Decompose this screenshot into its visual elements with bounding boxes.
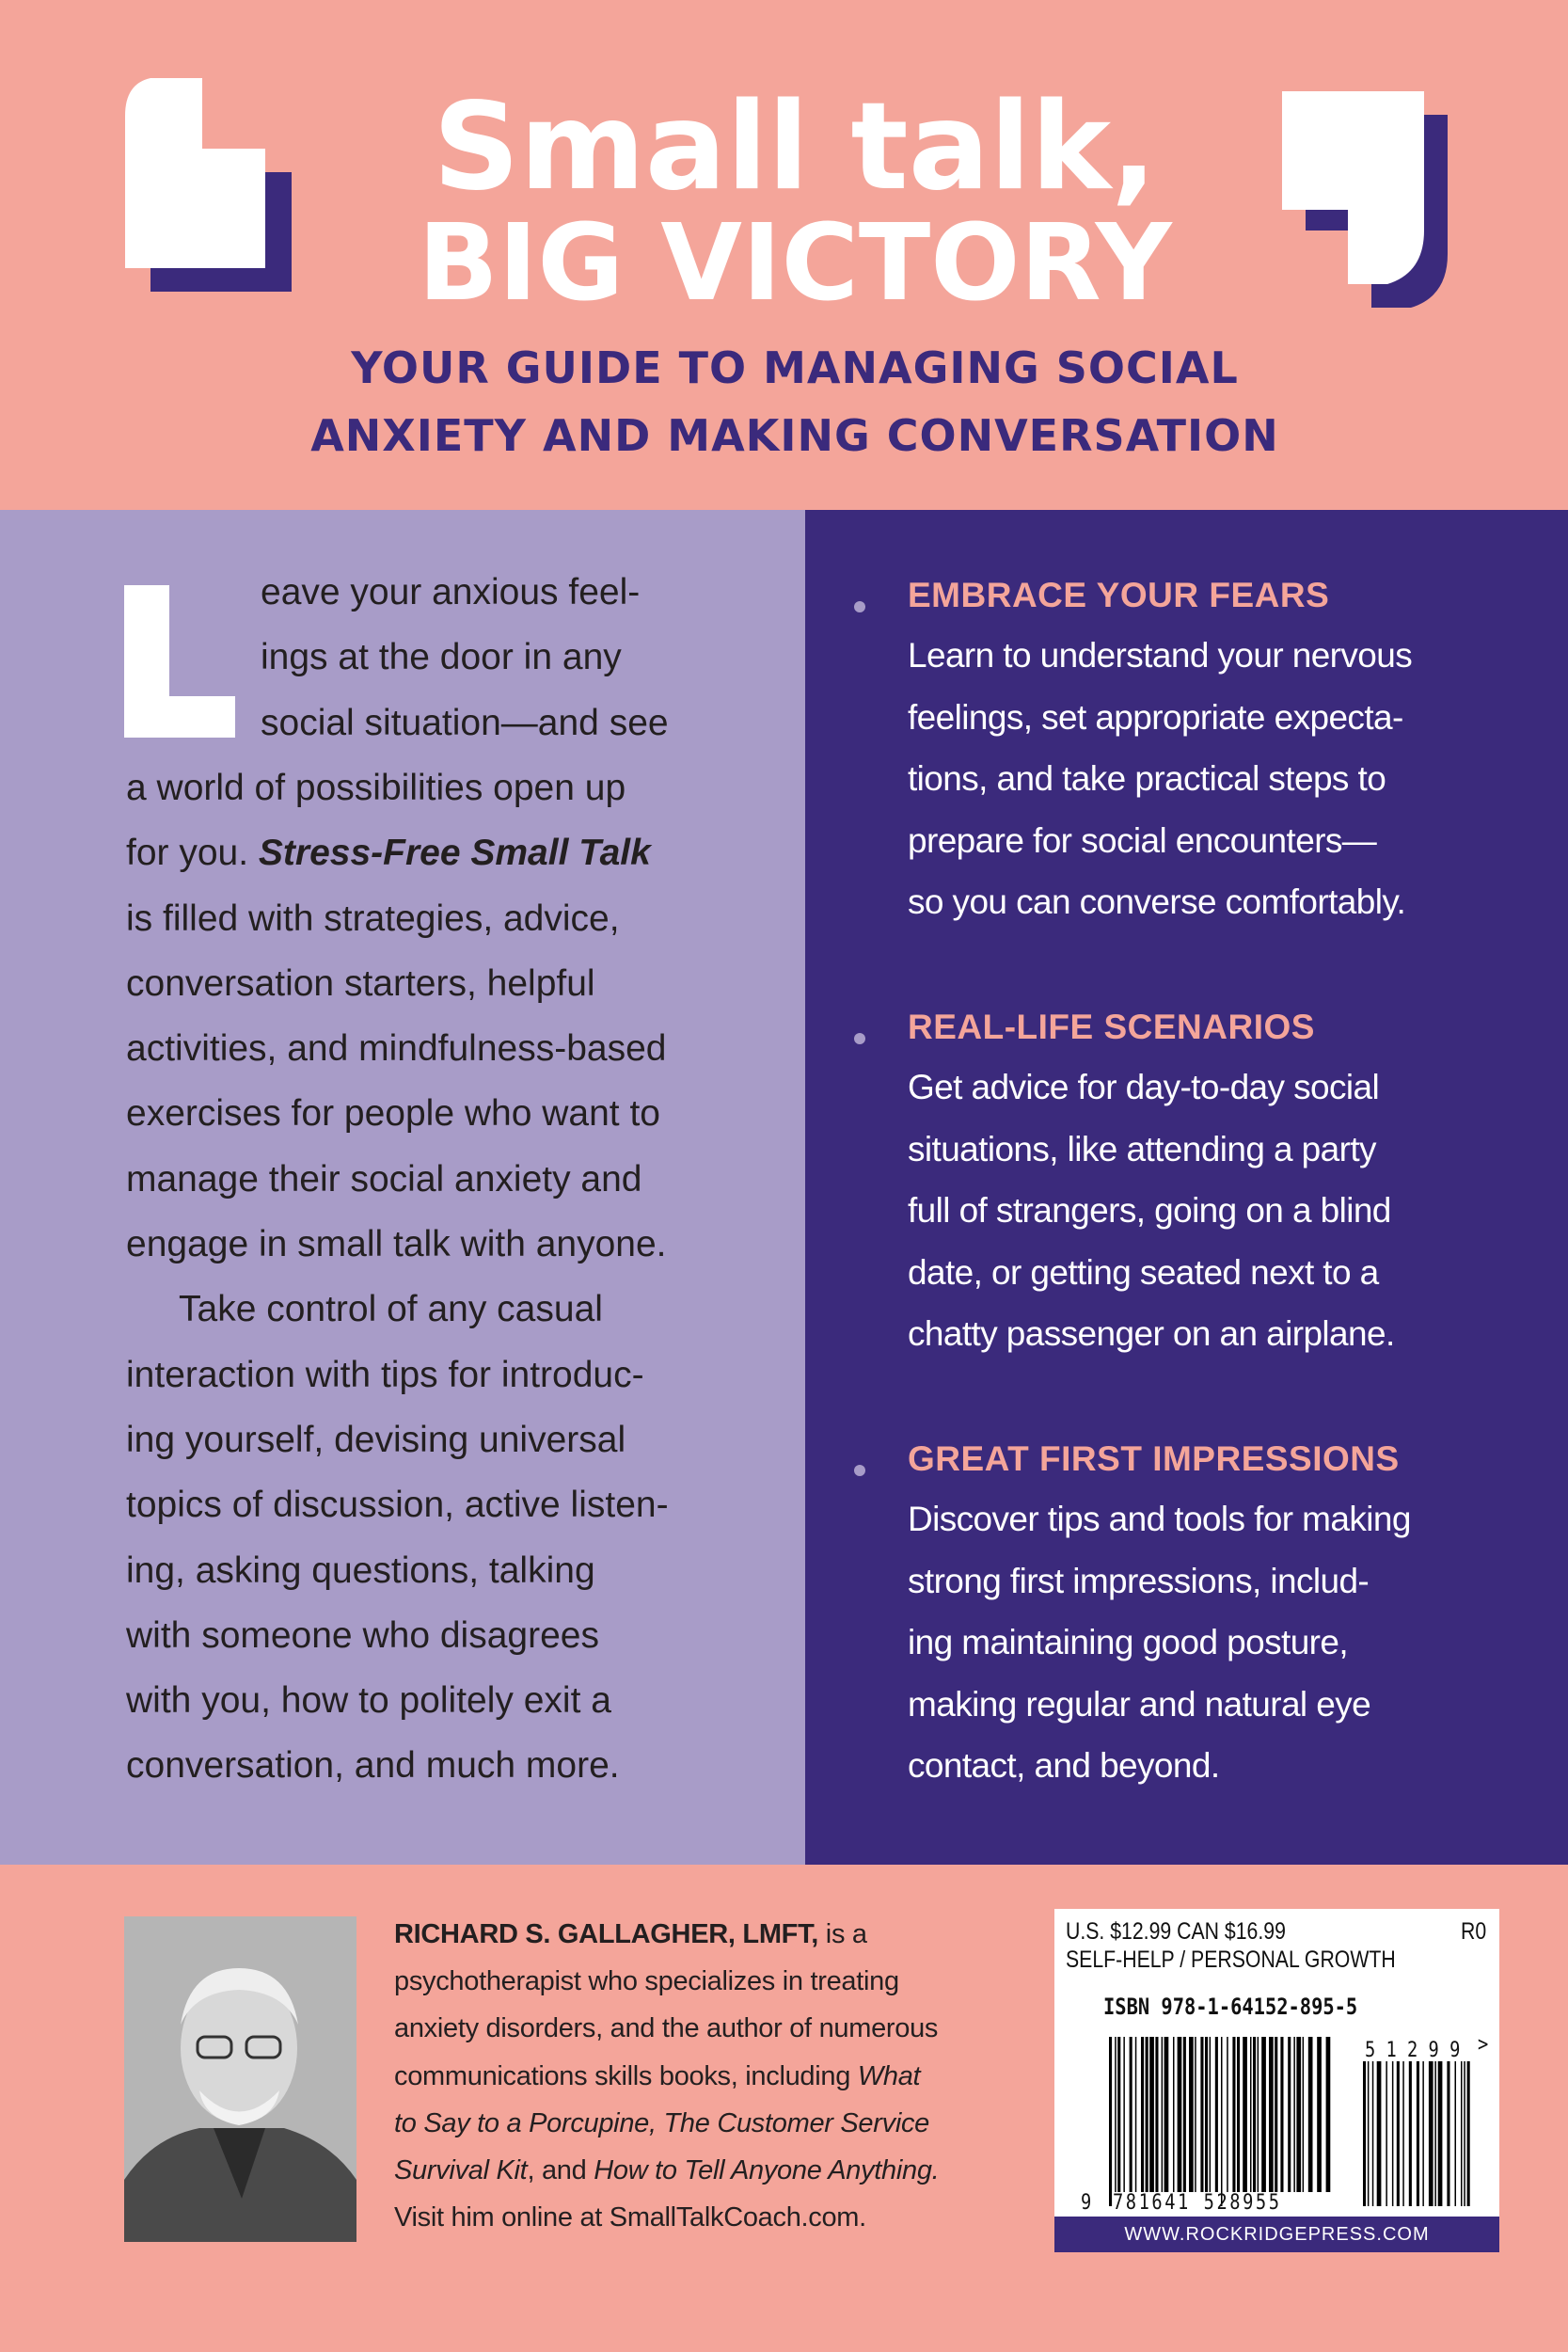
text-segment: conversation starters, helpful	[126, 962, 595, 1004]
text-segment: manage their social anxiety and	[126, 1158, 642, 1200]
barcode-bar	[1232, 2037, 1235, 2192]
text-line	[261, 572, 640, 613]
addon-bar	[1455, 2061, 1457, 2206]
text-segment: ing yourself, devising universal	[126, 1419, 626, 1460]
text-segment: social situation—and see	[261, 702, 669, 743]
barcode-bar	[1237, 2037, 1240, 2192]
addon-bar	[1422, 2061, 1424, 2206]
barcode-bar	[1303, 2037, 1305, 2192]
feature-text-line: ing maintaining good posture,	[908, 1623, 1349, 1661]
barcode-bar	[1293, 2037, 1295, 2192]
barcode-bar	[1288, 2037, 1291, 2192]
addon-bar	[1386, 2061, 1387, 2206]
addon-bar	[1397, 2061, 1400, 2206]
text-line	[126, 1420, 626, 1461]
barcode-bar	[1162, 2037, 1164, 2192]
text-segment: Survival Kit	[394, 2155, 528, 2185]
text-segment: RICHARD S. GALLAGHER, LMFT,	[394, 1919, 819, 1949]
barcode-bar	[1173, 2037, 1175, 2192]
text-segment: is a	[818, 1919, 867, 1949]
text-segment: What	[857, 2060, 921, 2091]
feature-heading: REAL-LIFE SCENARIOS	[908, 1008, 1315, 1046]
text-segment: with someone who disagrees	[126, 1614, 599, 1656]
text-line	[126, 1615, 599, 1657]
text-line	[394, 2013, 938, 2044]
barcode-bar	[1135, 2037, 1137, 2192]
text-segment: with you, how to politely exit a	[126, 1680, 611, 1722]
addon-bar	[1368, 2061, 1370, 2206]
text-line	[126, 1680, 611, 1722]
feature-text-line: date, or getting seated next to a	[908, 1252, 1379, 1292]
feature-text-line: strong first impressions, includ-	[908, 1561, 1370, 1600]
addon-bar	[1464, 2061, 1465, 2206]
text-line	[394, 2061, 920, 2092]
bullet-icon	[854, 1465, 865, 1476]
text-segment: How to Tell Anyone Anything.	[594, 2155, 940, 2185]
author-photo	[124, 1916, 356, 2242]
text-segment: Stress-Free Small Talk	[258, 833, 651, 874]
text-segment: , and	[527, 2155, 594, 2185]
text-line	[126, 1485, 669, 1526]
feature-text-line: contact, and beyond.	[908, 1746, 1220, 1785]
addon-bar	[1434, 2061, 1436, 2206]
feature-text-line: Get advice for day-to-day social	[908, 1068, 1380, 1106]
barcode-bar	[1210, 2037, 1212, 2192]
text-segment: ings at the door in any	[261, 637, 622, 678]
addon-bar	[1392, 2061, 1394, 2206]
barcode-bar	[1227, 2037, 1228, 2192]
bullet-icon	[854, 1033, 865, 1044]
feature-text-line: so you can converse comfortably.	[908, 882, 1406, 921]
feature-heading: GREAT FIRST IMPRESSIONS	[908, 1439, 1400, 1478]
text-segment: engage in small talk with anyone.	[126, 1224, 667, 1264]
text-line	[126, 768, 626, 809]
addon-bar	[1461, 2061, 1463, 2206]
feature-text-line: making regular and natural eye	[908, 1684, 1371, 1724]
feature-text-line: situations, like attending a party	[908, 1129, 1376, 1168]
text-line	[394, 2155, 939, 2186]
feature-text-line: prepare for social encounters—	[908, 820, 1377, 860]
title-line-1: Small talk,	[433, 77, 1157, 217]
addon-bar	[1467, 2061, 1470, 2206]
text-segment: Visit him online at SmallTalkCoach.com.	[394, 2202, 866, 2233]
barcode-bar	[1296, 2037, 1301, 2192]
text-segment: ing, asking questions, talking	[126, 1549, 595, 1591]
feature-text-line: chatty passenger on an airplane.	[908, 1314, 1395, 1353]
barcode-bar	[1280, 2037, 1283, 2192]
text-segment: conversation, and much more.	[126, 1745, 620, 1787]
addon-bar	[1377, 2061, 1382, 2206]
text-segment: psychotherapist who specializes in treating	[394, 1966, 899, 1997]
text-line	[126, 1224, 667, 1265]
text-segment: a world of possibilities open up	[126, 767, 626, 808]
text-line	[261, 703, 669, 744]
barcode-bar	[1164, 2037, 1169, 2192]
bullet-icon	[854, 601, 865, 612]
text-line	[394, 1919, 867, 1950]
text-segment: topics of discussion, active listen-	[126, 1485, 669, 1526]
barcode-bar	[1149, 2037, 1154, 2192]
text-line	[126, 1028, 666, 1070]
subtitle-line-1: YOUR GUIDE TO MANAGING SOCIAL	[351, 342, 1239, 393]
barcode-bar	[1258, 2037, 1259, 2192]
barcode-bar	[1146, 2037, 1148, 2192]
barcode-bar	[1243, 2037, 1247, 2192]
barcode-bar	[1215, 2037, 1218, 2192]
text-line	[126, 898, 620, 940]
text-segment: to Say to a Porcupine, The Customer Service	[394, 2107, 929, 2138]
barcode-bar	[1317, 2037, 1322, 2192]
barcode-bar	[1275, 2037, 1277, 2192]
barcode-bar	[1261, 2037, 1266, 2192]
barcode-bar	[1183, 2037, 1186, 2192]
addon-digits: 5 1 2 9 9	[1365, 2039, 1461, 2062]
barcode-bars	[1054, 1909, 1499, 2219]
text-segment: exercises for people who want to	[126, 1093, 660, 1135]
subtitle-line-2: ANXIETY AND MAKING CONVERSATION	[310, 410, 1279, 461]
barcode-bar	[1109, 2037, 1112, 2206]
barcode-bar	[1130, 2037, 1132, 2192]
feature-text-line: full of strangers, going on a blind	[908, 1191, 1391, 1230]
barcode-bar	[1123, 2037, 1125, 2192]
publisher-url[interactable]: WWW.ROCKRIDGEPRESS.COM	[1054, 2217, 1499, 2252]
barcode-digit-lead: 9	[1081, 2191, 1092, 2215]
text-line	[126, 963, 595, 1005]
text-line	[394, 2202, 866, 2233]
barcode-bar	[1269, 2037, 1274, 2192]
barcode-bar	[1141, 2037, 1144, 2192]
barcode-bar	[1189, 2037, 1194, 2192]
barcode-bar	[1178, 2037, 1182, 2192]
text-segment: interaction with tips for introduc-	[126, 1354, 644, 1395]
price-label: U.S. $12.99 CAN $16.99	[1066, 1918, 1286, 1945]
text-segment: Take control of any casual	[179, 1289, 603, 1330]
barcode-bar	[1205, 2037, 1208, 2192]
addon-bar	[1363, 2061, 1366, 2206]
addon-bar	[1438, 2061, 1443, 2206]
addon-arrow: >	[1478, 2033, 1489, 2057]
text-line	[179, 1289, 603, 1330]
drop-cap-l	[124, 585, 235, 738]
text-segment: activities, and mindfulness-based	[126, 1028, 667, 1070]
addon-bar	[1402, 2061, 1404, 2206]
addon-bar	[1447, 2061, 1449, 2206]
barcode-box	[1054, 1909, 1499, 2252]
barcode-bar	[1195, 2037, 1196, 2192]
isbn-label: ISBN 978-1-64152-895-5	[1103, 1994, 1358, 2020]
text-line	[126, 1355, 644, 1396]
feature-text-line: feelings, set appropriate expecta-	[908, 697, 1403, 737]
barcode-bar	[1326, 2037, 1331, 2192]
category-label: SELF-HELP / PERSONAL GROWTH	[1066, 1947, 1396, 1973]
text-line	[126, 1745, 620, 1787]
text-line	[126, 1550, 595, 1592]
barcode-bar	[1200, 2037, 1203, 2192]
barcode-bar	[1155, 2037, 1158, 2192]
feature-text-line: Learn to understand your nervous	[908, 636, 1413, 675]
addon-bar	[1417, 2061, 1419, 2206]
feature-heading: EMBRACE YOUR FEARS	[908, 576, 1330, 614]
barcode-bar	[1253, 2037, 1256, 2192]
price-code: R0	[1461, 1918, 1487, 1945]
text-line	[261, 637, 622, 678]
text-segment: eave your anxious feel-	[261, 572, 641, 612]
text-segment: communications skills books, including	[394, 2060, 858, 2091]
text-line	[394, 1966, 899, 1997]
addon-bar	[1429, 2061, 1433, 2206]
barcode-bar	[1115, 2037, 1117, 2192]
text-segment: anxiety disorders, and the author of numerous	[394, 2013, 939, 2044]
barcode-digits: 781641 528955	[1113, 2191, 1282, 2215]
barcode-bar	[1117, 2037, 1120, 2192]
text-line	[126, 833, 651, 874]
barcode-bar	[1221, 2037, 1223, 2206]
barcode-bar	[1250, 2037, 1252, 2192]
addon-bar	[1372, 2061, 1374, 2206]
text-segment: is filled with strategies, advice,	[126, 898, 620, 939]
barcode-bar	[1308, 2037, 1313, 2192]
text-line	[126, 1093, 660, 1135]
title-line-2: BIG VICTORY	[418, 202, 1172, 325]
addon-bar	[1409, 2061, 1412, 2206]
feature-text-line: tions, and take practical steps to	[908, 759, 1386, 798]
text-segment: for you.	[126, 833, 259, 874]
feature-text-line: Discover tips and tools for making	[908, 1500, 1411, 1538]
text-line	[394, 2108, 929, 2139]
text-line	[126, 1159, 642, 1200]
